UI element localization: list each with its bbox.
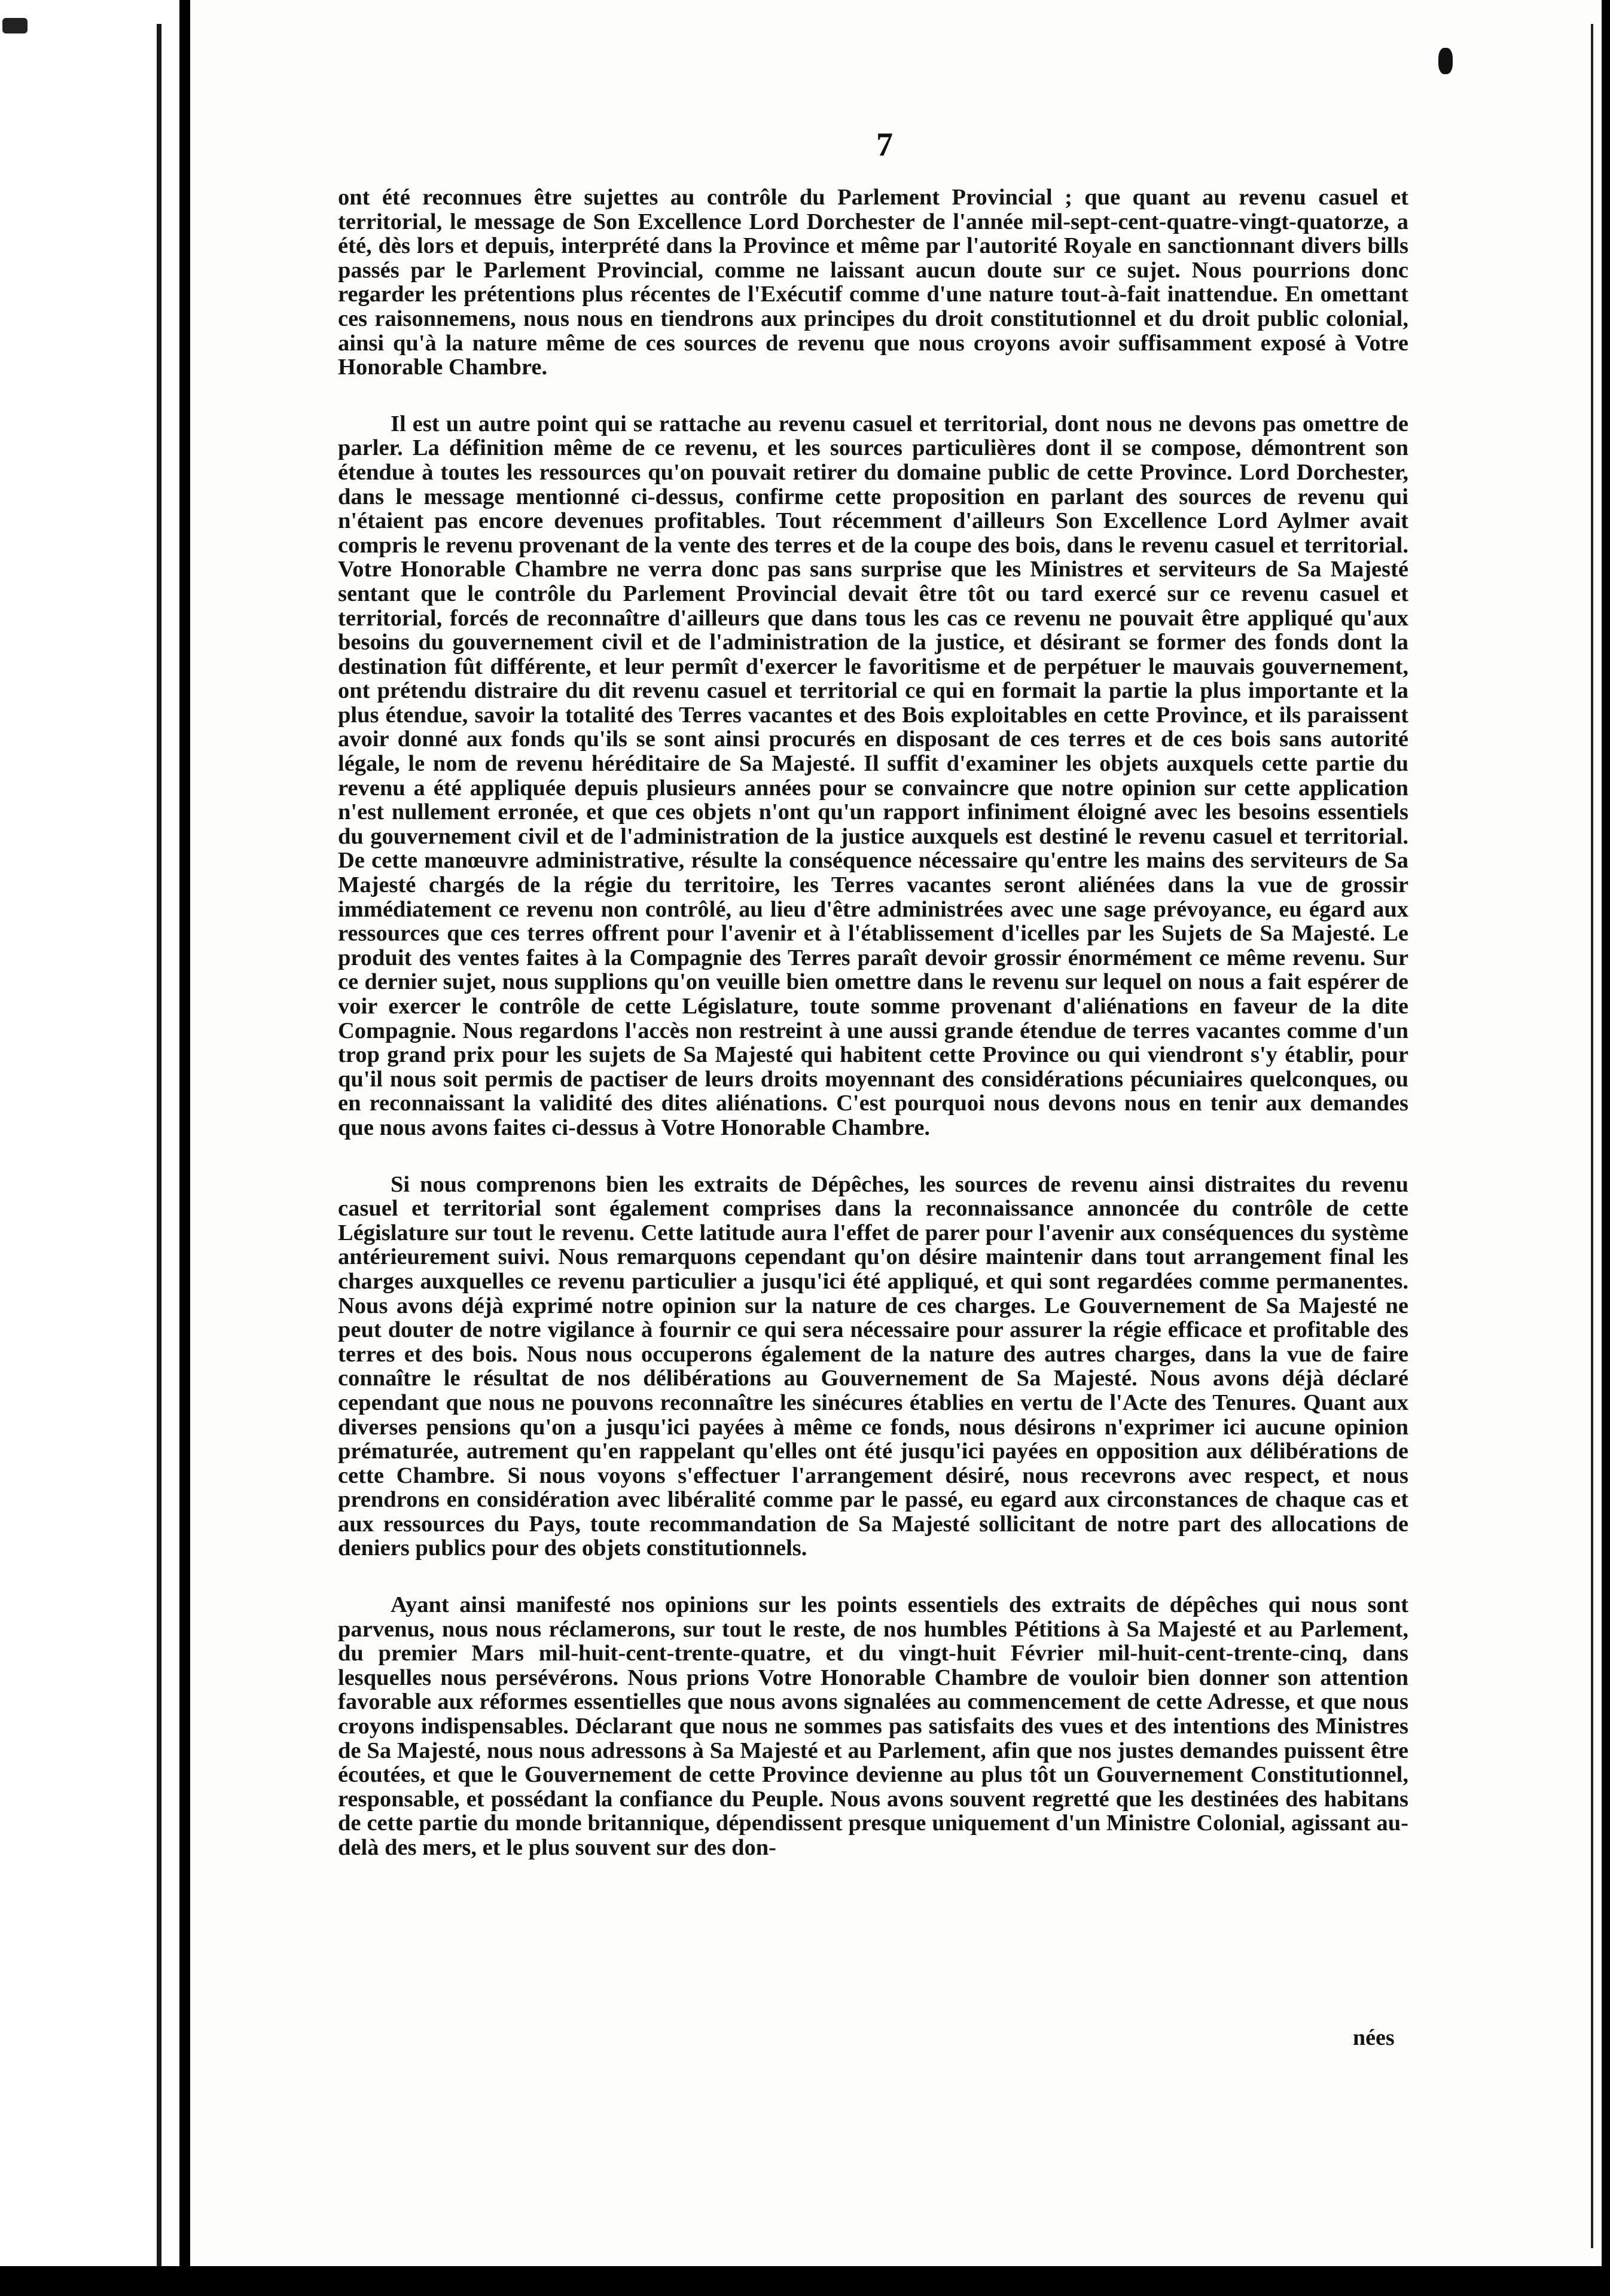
page-number: 7 [876, 126, 893, 163]
body-text [338, 185, 1408, 1892]
paragraph: Si nous comprenons bien les extraits de Dépêches, les sources de revenu ainsi distraites du revenu casuel et territorial sont également comprises dans la reconnaissance annoncée du contrôle de cette Législature sur tout le revenu. Cette latitude aura l'effet de parer pour l'avenir aux conséquences du système antérieurement suivi. Nous remarquons cependant qu'on désire maintenir dans tout arrangement final les charges auxquelles ce revenu particulier a jusqu'ici été appliqué, et qui sont regardées comme permanentes. Nous avons déjà exprimé notre opinion sur la nature de ces charges. Le Gouvernement de Sa Majesté ne peut douter de notre vigilance à fournir ce qui sera nécessaire pour assurer la régie efficace et profitable des terres et des bois. Nous nous occuperons également de la nature des autres charges, dans la vue de faire connaître le résultat de nos délibérations au Gouvernement de Sa Majesté. Nous avons déjà déclaré cependant que nous ne pouvons reconnaître les sinécures établies en vertu de l'Acte des Tenures. Quant aux diverses pensions qu'on a jusqu'ici payées à même ce fonds, nous désirons n'exprimer ici aucune opinion prématurée, autrement qu'en rappelant qu'elles ont été jusqu'ici payées en opposition aux délibérations de cette Chambre. Si nous voyons s'effectuer l'arrangement désiré, nous recevrons avec respect, et nous prendrons en considération avec libéralité comme par le passé, eu egard aux circonstances de chaque cas et aux ressources du Pays, toute recommandation de Sa Majesté sollicitant de notre part des allocations de deniers publics pour des objets constitutionnels. [338, 1171, 1408, 1561]
catchword: nées [1353, 2025, 1395, 2050]
page-right-edge [1591, 24, 1593, 2248]
ink-blot [1438, 48, 1453, 74]
paragraph: Ayant ainsi manifesté nos opinions sur les points essentiels des extraits de dépêches qui nous sont parvenus, nous nous réclamerons, sur tout le reste, de nos humbles Pétitions à Sa Majesté et au Parlement, du premier Mars mil-huit-cent-trente-quatre, et du vingt-huit Février mil-huit-cent-trente-cinq, dans lesquelles nous persévérons. Nous prions Votre Honorable Chambre de vouloir bien donner son attention favorable aux réformes essentielles que nous avons signalées au commencement de cette Adresse, et que nous croyons indispensables. Déclarant que nous ne sommes pas satisfaits des vues et des intentions des Ministres de Sa Majesté, nous nous adressons à Sa Majesté et au Parlement, afin que nos justes demandes puissent être écoutées, et que le Gouvernement de cette Province devienne au plus tôt un Gouvernement Constitutionnel, responsable, et possédant la confiance du Peuple. Nous avons souvent regretté que les destinées des habitans de cette partie du monde britannique, dépendissent presque uniquement d'un Ministre Colonial, agissant au-delà des mers, et le plus souvent sur des don- [338, 1592, 1408, 1860]
binding-edge [157, 24, 161, 2296]
paragraph: ont été reconnues être sujettes au contrôle du Parlement Provincial ; que quant au revenu casuel et territorial, le message de Son Excellence Lord Dorchester de l'année mil-sept-cent-quatre-vingt-quatorze, a été, dès lors et depuis, interprété dans la Province et même par l'autorité Royale en sanctionnant divers bills passés par le Parlement Provincial, comme ne laissant aucun doute sur ce sujet. Nous pourrions donc regarder les prétentions plus récentes de l'Exécutif comme d'une nature tout-à-fait inattendue. En omettant ces raisonnemens, nous nous en tiendrons aux principes du droit constitutionnel et du droit public colonial, ainsi qu'à la nature même de ces sources de revenu que nous croyons avoir suffisamment exposé à Votre Honorable Chambre. [338, 185, 1408, 380]
scan-artifact [2, 18, 28, 33]
paragraph: Il est un autre point qui se rattache au revenu casuel et territorial, dont nous ne devons pas omettre de parler. La définition même de ce revenu, et les sources particulières dont il se compose, démontrent son étendue à toutes les ressources qu'on pouvait retirer du domaine public de cette Province. Lord Dorchester, dans le message mentionné ci-dessus, confirme cette proposition en parlant des sources de revenu qui n'étaient pas encore devenues profitables. Tout récemment d'ailleurs Son Excellence Lord Aylmer avait compris le revenu provenant de la vente des terres et de la coupe des bois, dans le revenu casuel et territorial. Votre Honorable Chambre ne verra donc pas sans surprise que les Ministres et serviteurs de Sa Majesté sentant que le contrôle du Parlement Provincial devait être tôt ou tard exercé sur ce revenu casuel et territorial, forcés de reconnaître d'ailleurs que dans tous les cas ce revenu ne pouvait être appliqué qu'aux besoins du gouvernement civil et de l'administration de la justice, et désirant se former des fonds dont la destination fût différente, et leur permît d'exercer le favoritisme et de perpétuer le mauvais gouvernement, ont prétendu distraire du dit revenu casuel et territorial ce qui en formait la partie la plus importante et la plus étendue, savoir la totalité des Terres vacantes et des Bois exploitables en cette Province, et ils paraissent avoir donné aux fonds qu'ils se sont ainsi procurés en disposant de ces terres et de ces bois sans autorité légale, le nom de revenu héréditaire de Sa Majesté. Il suffit d'examiner les objets auxquels cette partie du revenu a été appliquée depuis plusieurs années pour se convaincre que notre opinion sur cette application n'est nullement erronée, et que ces objets n'ont qu'un rapport infiniment éloigné avec les besoins essentiels du gouvernement civil et de l'administration de la justice auxquels est destiné le revenu casuel et territorial. De cette manœuvre administrative, résulte la conséquence nécessaire qu'entre les mains des serviteurs de Sa Majesté chargés de la régie du territoire, les Terres vacantes seront aliénées dans la vue de grossir immédiatement ce revenu non contrôlé, au lieu d'être administrées avec une sage prévoyance, eu égard aux ressources que ces terres offrent pour l'avenir et à l'établissement d'icelles par les Sujets de Sa Majesté. Le produit des ventes faites à la Compagnie des Terres paraît devoir grossir énormément ce même revenu. Sur ce dernier sujet, nous supplions qu'on veuille bien omettre dans le revenu sur lequel on nous a fait espérer de voir exercer le contrôle de cette Législature, toute somme provenant d'aliénations en faveur de la dite Compagnie. Nous regardons l'accès non restreint à une aussi grande étendue de terres vacantes comme d'un trop grand prix pour les sujets de Sa Majesté qui habitent cette Province ou qui viendront s'y établir, pour qu'il nous soit permis de pactiser de leurs droits moyennant des considérations pécuniaires quelconques, ou en reconnaissant la validité des dites aliénations. C'est pourquoi nous devons nous en tenir aux demandes que nous avons faites ci-dessus à Votre Honorable Chambre. [338, 411, 1408, 1140]
scan-bottom-margin [0, 2266, 1610, 2296]
scan-left-margin [0, 0, 179, 2296]
